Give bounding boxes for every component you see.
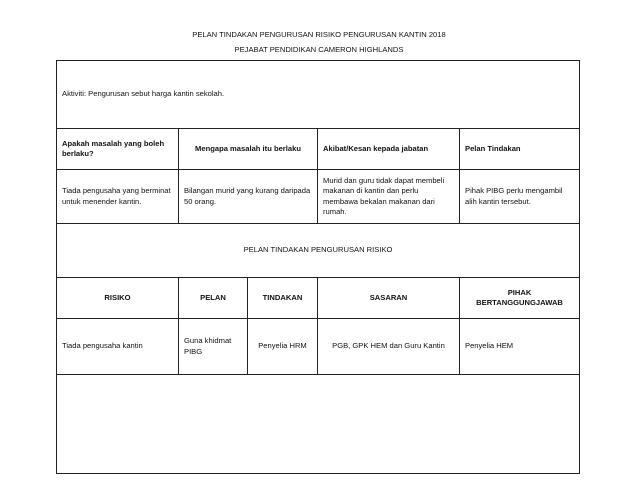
answer-impact: Murid dan guru tidak dapat membeli makanan di kantin dan perlu membawa bekalan makanan dari rumah. [318,170,460,224]
plan-title: PELAN TINDAKAN PENGURUSAN RISIKO [57,224,580,278]
answer-problem: Tiada pengusaha yang berminat untuk menender kantin. [57,170,179,224]
col-sasaran: SASARAN [318,278,460,319]
col-pihak-bertanggungjawab: PIHAK BERTANGGUNGJAWAB [460,278,580,319]
office-name: PEJABAT PENDIDIKAN CAMERON HIGHLANDS [234,45,404,54]
header-cause: Mengapa masalah itu berlaku [179,129,318,170]
activity-cell: Aktiviti: Pengurusan sebut harga kantin sekolah. [57,61,580,129]
col-pelan: PELAN [179,278,248,319]
cell-risiko: Tiada pengusaha kantin [57,319,179,375]
header-problem: Apakah masalah yang boleh berlaku? [57,129,179,170]
cell-tindakan: Penyelia HRM [248,319,318,375]
risk-plan-table [56,60,580,474]
cell-sasaran: PGB, GPK HEM dan Guru Kantin [318,319,460,375]
answer-cause: Bilangan murid yang kurang daripada 50 orang. [179,170,318,224]
document-title: PELAN TINDAKAN PENGURUSAN RISIKO PENGURUSAN KANTIN 2018 [192,30,446,39]
col-tindakan: TINDAKAN [248,278,318,319]
empty-row [57,375,580,474]
header-impact: Akibat/Kesan kepada jabatan [318,129,460,170]
col-risiko: RISIKO [57,278,179,319]
cell-pihak: Penyelia HEM [460,319,580,375]
cell-pelan: Guna khidmat PIBG [179,319,248,375]
header-action-plan: Pelan Tindakan [460,129,580,170]
answer-action-plan: Pihak PIBG perlu mengambil alih kantin tersebut. [460,170,580,224]
